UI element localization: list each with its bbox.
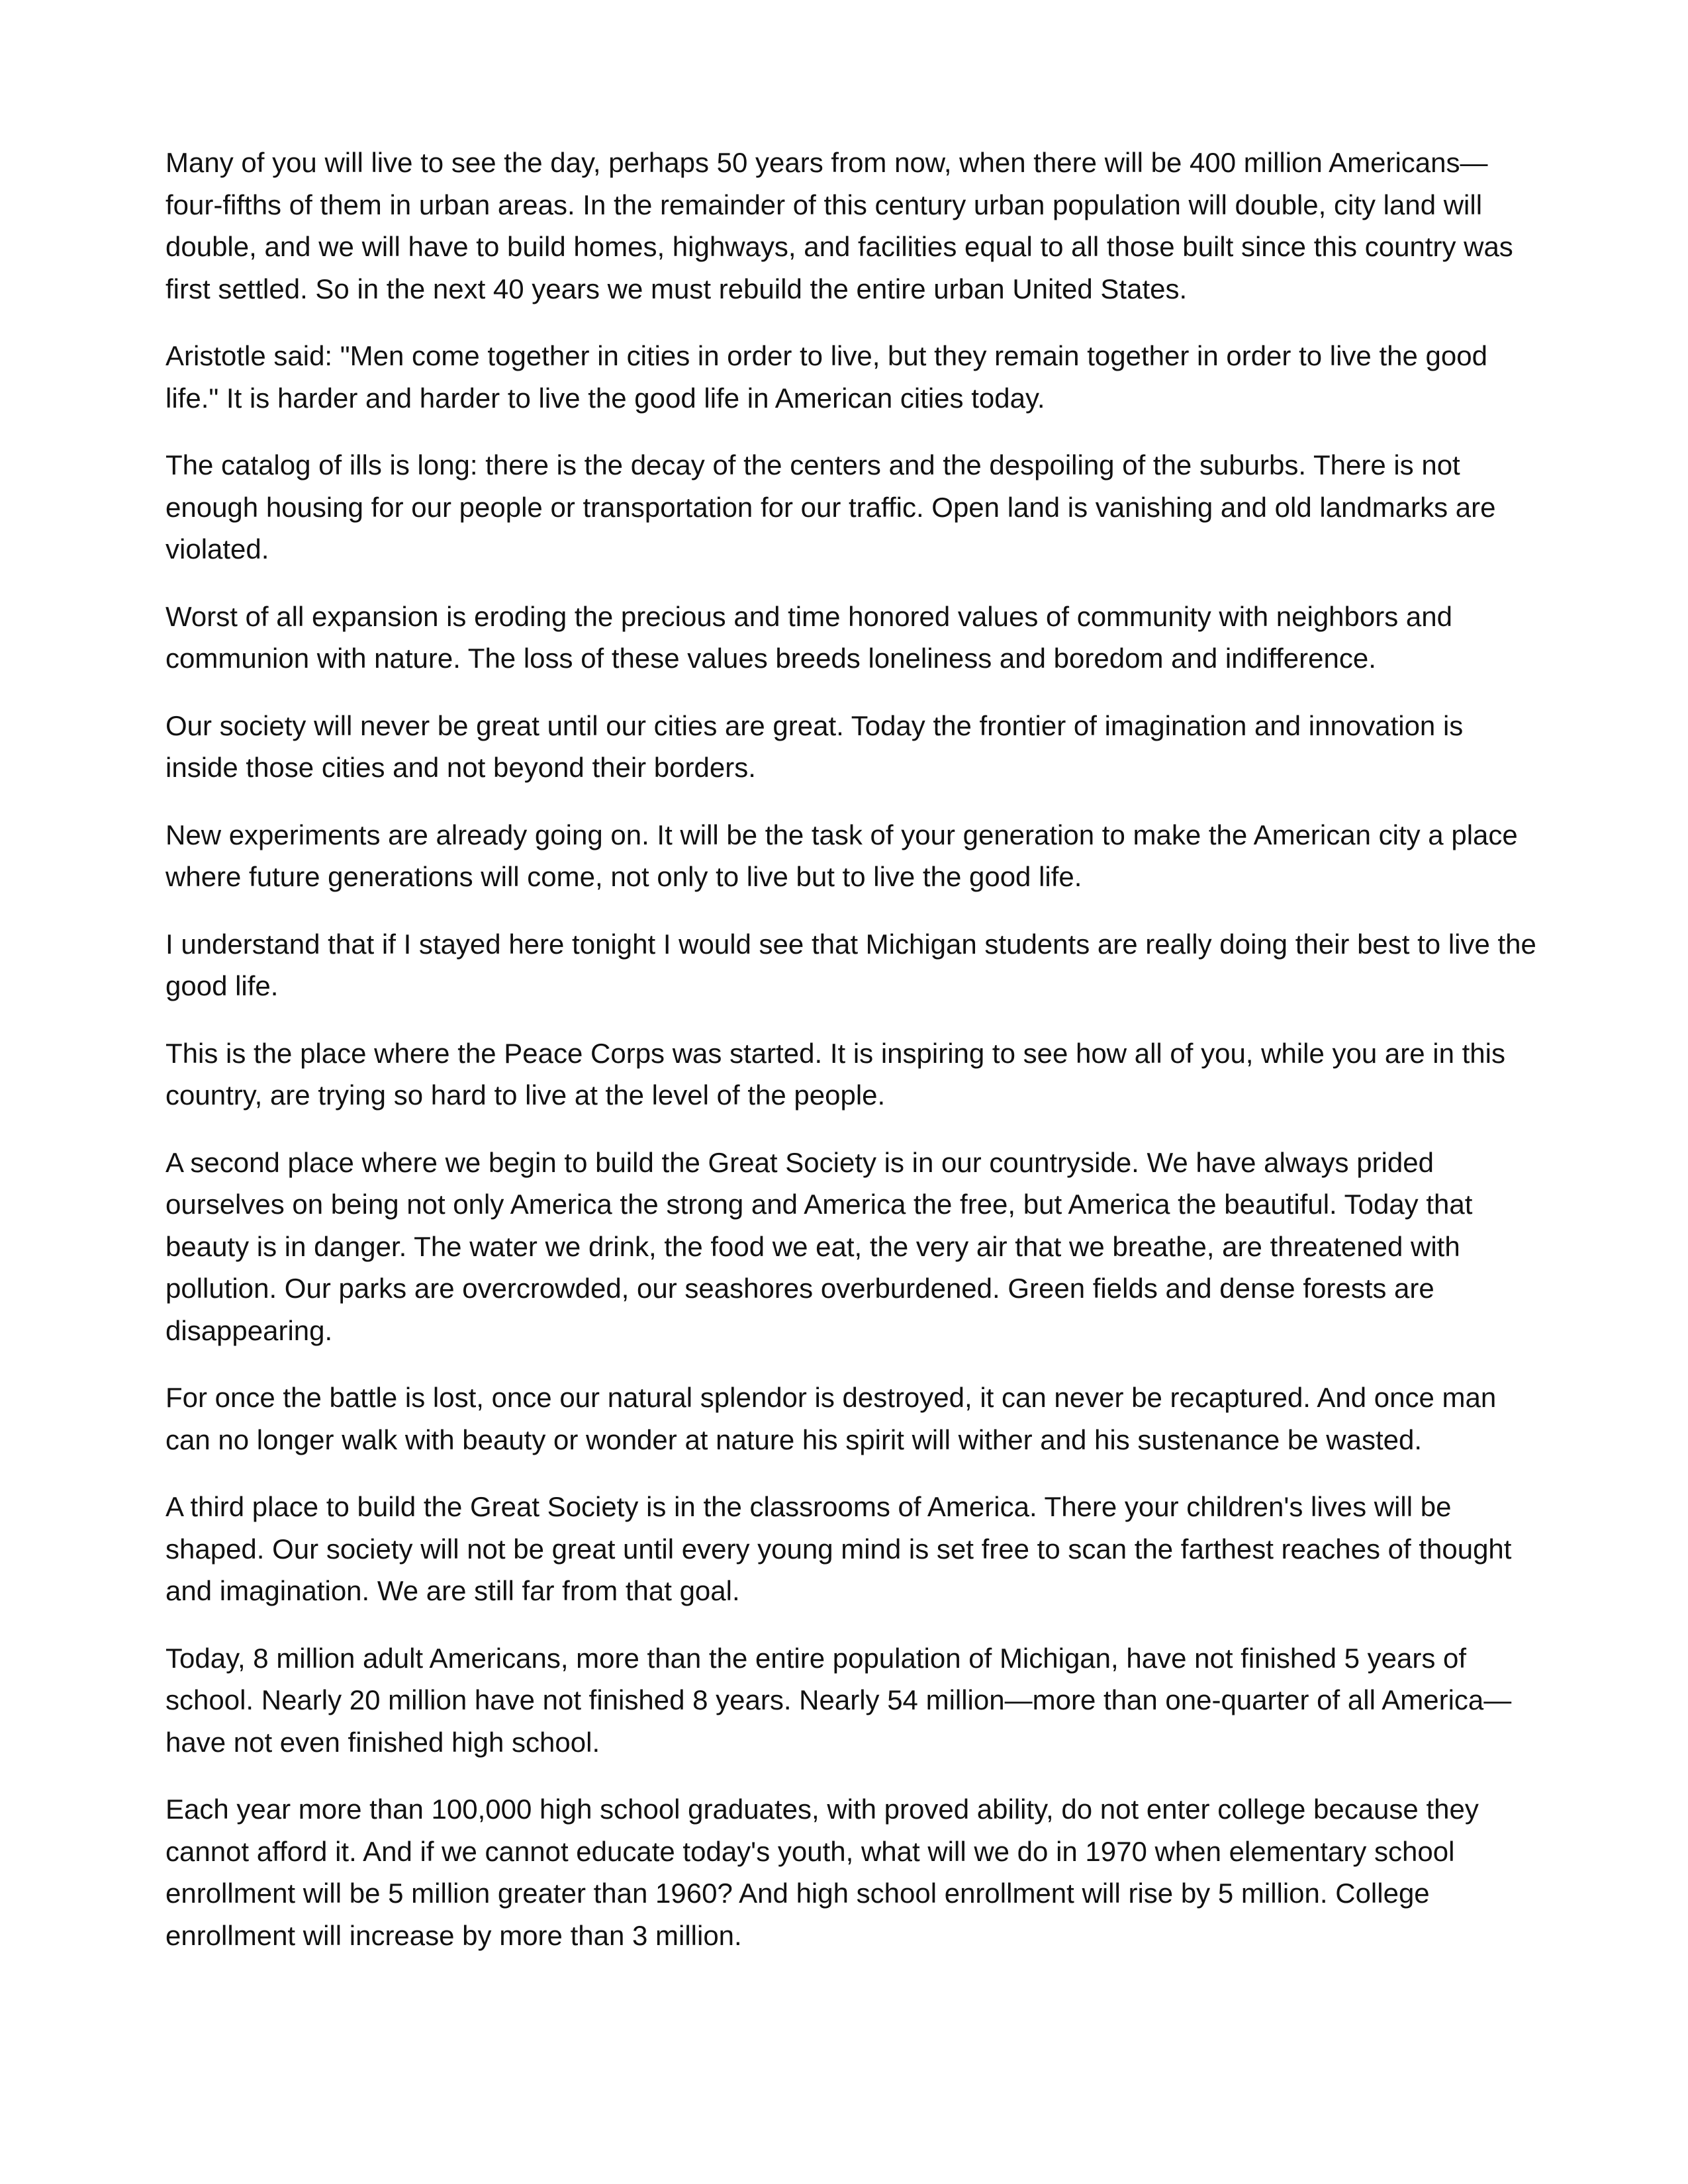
paragraph: Many of you will live to see the day, perhaps 50 years from now, when there will be 400 million Americans—four-fifths of them in urban areas. In the remainder of this century urban population will double, city land will double, and we will have to build homes, highways, and facilities equal to all those built since this country was first settled. So in the next 40 years we must rebuild the entire urban United States. [165, 147, 1513, 304]
paragraph: Today, 8 million adult Americans, more than the entire population of Michigan, have not finished 5 years of school. Nearly 20 million have not finished 8 years. Nearly 54 million—more than one-quarter of all America—have not even finished high school. [165, 1642, 1512, 1758]
paragraph: Aristotle said: "Men come together in cities in order to live, but they remain together in order to live the good life." It is harder and harder to live the good life in American cities today. [165, 340, 1487, 414]
paragraph: I understand that if I stayed here tonight I would see that Michigan students are really doing their best to live the good life. [165, 928, 1536, 1001]
paragraph: This is the place where the Peace Corps was started. It is inspiring to see how all of you, while you are in this country, are trying so hard to live at the level of the people. [165, 1037, 1505, 1111]
paragraph: New experiments are already going on. It will be the task of your generation to make the American city a place where future generations will come, not only to live but to live the good life. [165, 819, 1518, 892]
paragraph: The catalog of ills is long: there is the decay of the centers and the despoiling of the suburbs. There is not enough housing for our people or transportation for our traffic. Open land is vanishing and old landmarks are violated. [165, 449, 1496, 565]
paragraph: Our society will never be great until our cities are great. Today the frontier of imagination and innovation is inside those cities and not beyond their borders. [165, 709, 1464, 783]
paragraph: For once the battle is lost, once our natural splendor is destroyed, it can never be recaptured. And once man can no longer walk with beauty or wonder at nature his spirit will wither and his sustenance be wasted. [165, 1382, 1497, 1455]
paragraph: Worst of all expansion is eroding the precious and time honored values of community with neighbors and communion with nature. The loss of these values breeds loneliness and boredom and indifference. [165, 600, 1452, 674]
document-page [165, 142, 1542, 1981]
paragraph: Each year more than 100,000 high school graduates, with proved ability, do not enter college because they cannot afford it. And if we cannot educate today's youth, what will we do in 1970 when elementary school enrollment will be 5 million greater than 1960? And high school enrollment will rise by 5 million. College enrollment will increase by more than 3 million. [165, 1794, 1479, 1951]
paragraph: A third place to build the Great Society is in the classrooms of America. There your children's lives will be shaped. Our society will not be great until every young mind is set free to scan the farthest reaches of thought and imagination. We are still far from that goal. [165, 1491, 1512, 1606]
paragraph: A second place where we begin to build the Great Society is in our countryside. We have always prided ourselves on being not only America the strong and America the free, but America the beautiful. Today that beauty is in danger. The water we drink, the food we eat, the very air that we breathe, are threatened with pollution. Our parks are overcrowded, our seashores overburdened. Green fields and dense forests are disappearing. [165, 1146, 1473, 1346]
